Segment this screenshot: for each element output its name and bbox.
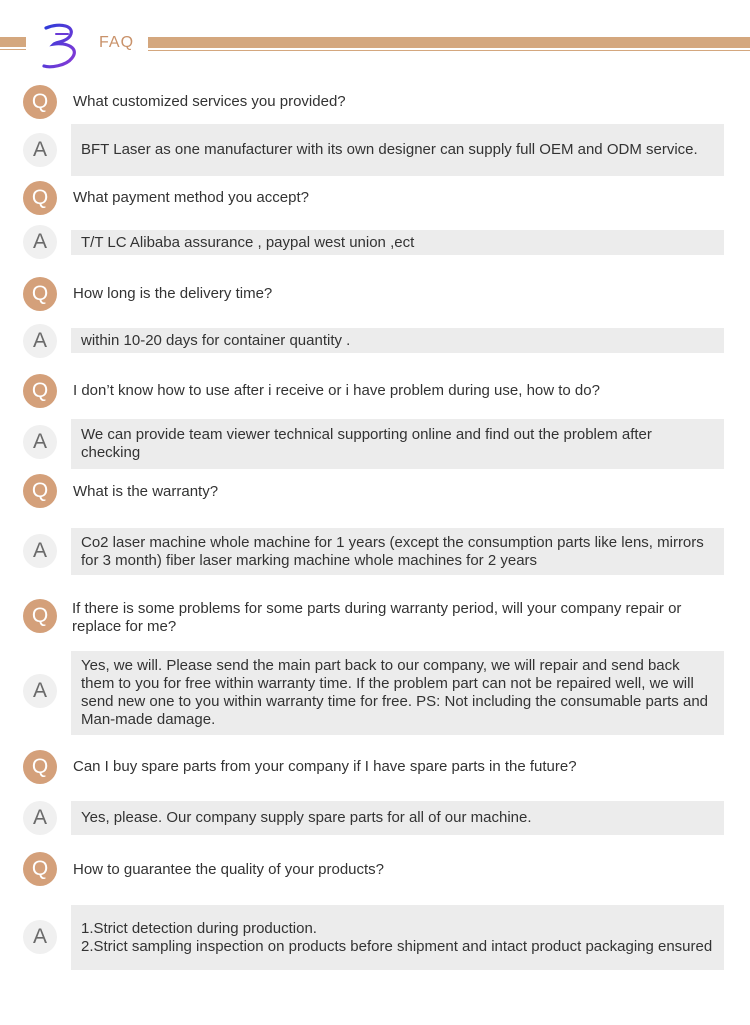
question-text: How long is the delivery time?: [73, 285, 273, 302]
question-badge: Q: [23, 852, 57, 886]
answer-box: [71, 651, 724, 735]
question-text: How to guarantee the quality of your products?: [73, 861, 385, 878]
answer-box: [71, 528, 724, 575]
question-text: What payment method you accept?: [73, 189, 309, 206]
answer-text: Yes, we will. Please send the main part back to our company, we will repair and send back them to you for free within warranty time. If the problem part can not be repaired well, we will send new one to you within warranty time for free. PS: Not including the consumable parts and Man-made damage.: [81, 657, 709, 728]
answer-text: within 10-20 days for container quantity .: [81, 331, 351, 349]
faq-answer: [0, 528, 750, 575]
brand-logo-icon: [40, 20, 84, 70]
question-badge: Q: [23, 374, 57, 408]
question-badge: Q: [23, 599, 57, 633]
faq-question: [0, 598, 750, 634]
faq-answer: [0, 651, 750, 735]
answer-text: 1.Strict detection during production. 2.Strict sampling inspection on products before shipment and intact product packaging ensured: [81, 919, 713, 955]
question-badge: Q: [23, 277, 57, 311]
faq-answer: [0, 905, 750, 970]
question-text: What customized services you provided?: [73, 93, 346, 110]
faq-question: [0, 85, 750, 119]
faq-header: [0, 0, 750, 80]
question-badge: Q: [23, 750, 57, 784]
answer-badge: A: [23, 674, 57, 708]
answer-text: Co2 laser machine whole machine for 1 years (except the consumption parts like lens, mirrors for 3 month) fiber laser marking machine whole machines for 2 years: [81, 533, 704, 569]
faq-answer: [0, 801, 750, 835]
faq-question: [0, 750, 750, 784]
question-badge: Q: [23, 85, 57, 119]
answer-box: [71, 230, 724, 255]
faq-question: [0, 852, 750, 886]
answer-badge: A: [23, 425, 57, 459]
answer-box: [71, 124, 724, 176]
header-bar-right: [148, 37, 750, 48]
question-text: If there is some problems for some parts during warranty period, will your company repair or replace for me?: [72, 600, 682, 635]
answer-badge: A: [23, 920, 57, 954]
answer-text: BFT Laser as one manufacturer with its own designer can supply full OEM and ODM service.: [81, 141, 698, 158]
faq-answer: [0, 324, 750, 358]
faq-answer: [0, 226, 750, 258]
answer-badge: A: [23, 534, 57, 568]
faq-question: [0, 181, 750, 215]
question-text: I don’t know how to use after i receive or i have problem during use, how to do?: [73, 382, 600, 399]
faq-question: [0, 277, 750, 311]
faq-answer: [0, 124, 750, 176]
header-line-right: [148, 50, 750, 51]
question-text: What is the warranty?: [73, 483, 219, 500]
question-text: Can I buy spare parts from your company if I have spare parts in the future?: [73, 758, 577, 775]
answer-box: [71, 801, 724, 835]
answer-box: [71, 328, 724, 353]
header-bar-left: [0, 37, 26, 47]
question-badge: Q: [23, 181, 57, 215]
answer-badge: A: [23, 133, 57, 167]
answer-box: [71, 419, 724, 469]
faq-question: [0, 474, 750, 508]
answer-text: T/T LC Alibaba assurance , paypal west union ,ect: [81, 233, 415, 251]
page-title: FAQ: [99, 34, 135, 51]
header-line-left: [0, 49, 26, 50]
answer-badge: A: [23, 324, 57, 358]
answer-text: Yes, please. Our company supply spare parts for all of our machine.: [81, 809, 532, 826]
question-badge: Q: [23, 474, 57, 508]
answer-badge: A: [23, 225, 57, 259]
answer-box: [71, 905, 724, 970]
faq-answer: [0, 419, 750, 469]
answer-badge: A: [23, 801, 57, 835]
answer-text: We can provide team viewer technical supporting online and find out the problem after checking: [81, 426, 652, 461]
faq-question: [0, 374, 750, 408]
